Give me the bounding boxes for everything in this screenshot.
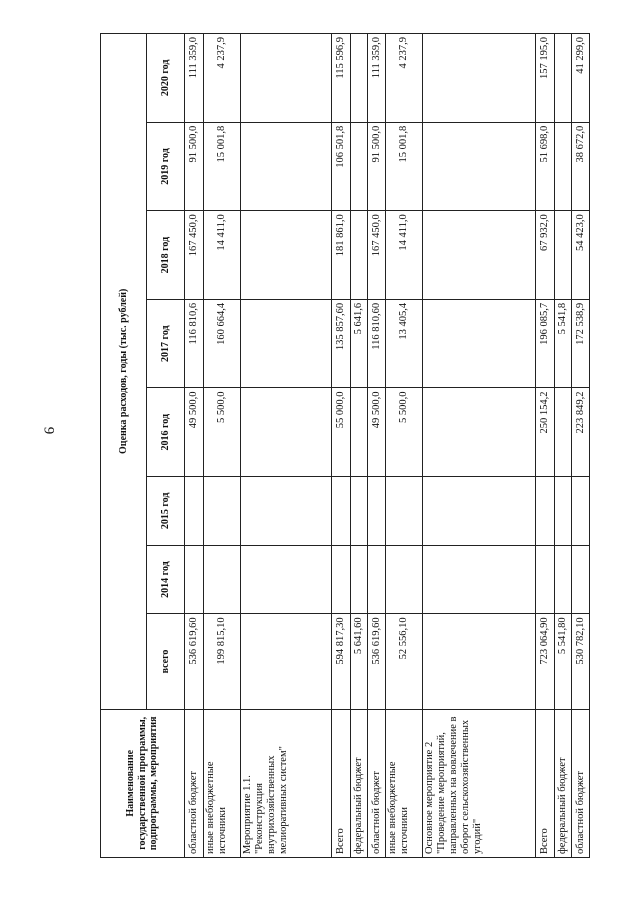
cell-value <box>240 122 332 211</box>
cell-value: 41 299,0 <box>572 34 590 123</box>
cell-value: 14 411,0 <box>203 211 240 300</box>
page-number: 9 <box>40 426 57 435</box>
cell-value: 115 596,9 <box>332 34 351 123</box>
cell-value <box>203 477 240 546</box>
cell-value: 196 085,7 <box>536 299 555 388</box>
cell-value <box>422 388 536 477</box>
cell-value <box>240 477 332 546</box>
cell-value: 52 556,10 <box>385 614 422 709</box>
table-row <box>422 34 536 858</box>
cell-value: 172 538,9 <box>572 299 590 388</box>
cell-value: 116 810,6 <box>185 299 204 388</box>
cell-value: 51 698,0 <box>536 122 555 211</box>
row-label: областной бюджет <box>368 709 385 857</box>
cell-value: 5 500,0 <box>385 388 422 477</box>
cell-value: 5 541,8 <box>554 299 571 388</box>
cell-value <box>422 614 536 709</box>
cell-value <box>422 122 536 211</box>
cell-value: 167 450,0 <box>185 211 204 300</box>
cell-value: 54 423,0 <box>572 211 590 300</box>
cell-value <box>350 477 367 546</box>
row-label: Мероприятие 1.1. "Реконструкция внутрихозяйственных мелиоративных систем" <box>240 709 332 857</box>
cell-value: 223 849,2 <box>572 388 590 477</box>
table-row <box>536 34 555 858</box>
cell-value <box>385 477 422 546</box>
cell-value <box>350 388 367 477</box>
cell-value <box>240 299 332 388</box>
cell-value <box>368 477 385 546</box>
cell-value <box>422 211 536 300</box>
table-row <box>350 34 367 858</box>
cell-value: 55 000,0 <box>332 388 351 477</box>
cell-value <box>240 614 332 709</box>
cell-value: 67 932,0 <box>536 211 555 300</box>
cell-value: 14 411,0 <box>385 211 422 300</box>
cell-value <box>350 122 367 211</box>
cell-value <box>240 388 332 477</box>
header-year: 2019 год <box>147 122 185 211</box>
table-row <box>240 34 332 858</box>
cell-value: 91 500,0 <box>185 122 204 211</box>
cell-value <box>368 545 385 614</box>
cell-value <box>240 211 332 300</box>
header-year: 2016 год <box>147 388 185 477</box>
cell-value: 536 619,60 <box>368 614 385 709</box>
row-label: Основное мероприятие 2 "Проведение мероприятий, направленных на вовлечение в оборот сельскохозяйственных угодий" <box>422 709 536 857</box>
cell-value <box>422 299 536 388</box>
header-group-title: Оценка расходов, годы (тыс. рублей) <box>101 34 147 710</box>
row-label: иные внебюджетные источники <box>385 709 422 857</box>
cell-value <box>332 545 351 614</box>
cell-value <box>185 477 204 546</box>
header-year: всего <box>147 614 185 709</box>
cell-value <box>422 34 536 123</box>
cell-value <box>572 477 590 546</box>
header-name-column: Наименование государственной программы, подпрограммы, мероприятия <box>101 709 185 857</box>
header-year: 2015 год <box>147 477 185 546</box>
cell-value: 530 782,10 <box>572 614 590 709</box>
cell-value: 111 359,0 <box>185 34 204 123</box>
cell-value: 38 672,0 <box>572 122 590 211</box>
cell-value <box>554 122 571 211</box>
table-body <box>185 34 590 858</box>
header-year: 2017 год <box>147 299 185 388</box>
cell-value <box>554 34 571 123</box>
cell-value <box>185 545 204 614</box>
cell-value: 157 195,0 <box>536 34 555 123</box>
cell-value: 91 500,0 <box>368 122 385 211</box>
cell-value <box>554 388 571 477</box>
cell-value: 15 001,8 <box>385 122 422 211</box>
cell-value: 536 619,60 <box>185 614 204 709</box>
row-label: областной бюджет <box>572 709 590 857</box>
cell-value: 167 450,0 <box>368 211 385 300</box>
header-year: 2020 год <box>147 34 185 123</box>
row-label: федеральный бюджет <box>350 709 367 857</box>
row-label: федеральный бюджет <box>554 709 571 857</box>
row-label: Всего <box>536 709 555 857</box>
cell-value: 5 641,60 <box>350 614 367 709</box>
table-row <box>572 34 590 858</box>
cell-value: 111 359,0 <box>368 34 385 123</box>
table-row <box>203 34 240 858</box>
header-year: 2018 год <box>147 211 185 300</box>
cell-value: 13 405,4 <box>385 299 422 388</box>
rotated-table-wrapper <box>100 33 590 858</box>
table-row <box>332 34 351 858</box>
cell-value <box>350 545 367 614</box>
cell-value: 594 817,30 <box>332 614 351 709</box>
cell-value: 160 664,4 <box>203 299 240 388</box>
cell-value <box>203 545 240 614</box>
cell-value <box>240 545 332 614</box>
cell-value: 135 857,60 <box>332 299 351 388</box>
cell-value <box>332 477 351 546</box>
expense-table <box>100 33 590 858</box>
cell-value <box>554 211 571 300</box>
cell-value: 106 501,8 <box>332 122 351 211</box>
cell-value <box>572 545 590 614</box>
cell-value: 5 500,0 <box>203 388 240 477</box>
table-row <box>554 34 571 858</box>
cell-value <box>350 34 367 123</box>
row-label: иные внебюджетные источники <box>203 709 240 857</box>
cell-value: 5 641,6 <box>350 299 367 388</box>
header-year: 2014 год <box>147 545 185 614</box>
cell-value: 181 861,0 <box>332 211 351 300</box>
cell-value <box>422 545 536 614</box>
cell-value <box>536 477 555 546</box>
table-row <box>385 34 422 858</box>
cell-value: 4 237,9 <box>385 34 422 123</box>
cell-value: 49 500,0 <box>368 388 385 477</box>
cell-value: 4 237,9 <box>203 34 240 123</box>
cell-value: 723 064,90 <box>536 614 555 709</box>
cell-value <box>422 477 536 546</box>
cell-value <box>385 545 422 614</box>
table-row <box>185 34 204 858</box>
cell-value <box>554 477 571 546</box>
cell-value: 5 541,80 <box>554 614 571 709</box>
cell-value <box>350 211 367 300</box>
cell-value: 250 154,2 <box>536 388 555 477</box>
cell-value <box>536 545 555 614</box>
cell-value: 49 500,0 <box>185 388 204 477</box>
cell-value: 15 001,8 <box>203 122 240 211</box>
row-label: Всего <box>332 709 351 857</box>
cell-value: 199 815,10 <box>203 614 240 709</box>
row-label: областной бюджет <box>185 709 204 857</box>
table-row <box>368 34 385 858</box>
cell-value: 116 810,60 <box>368 299 385 388</box>
cell-value <box>240 34 332 123</box>
cell-value <box>554 545 571 614</box>
